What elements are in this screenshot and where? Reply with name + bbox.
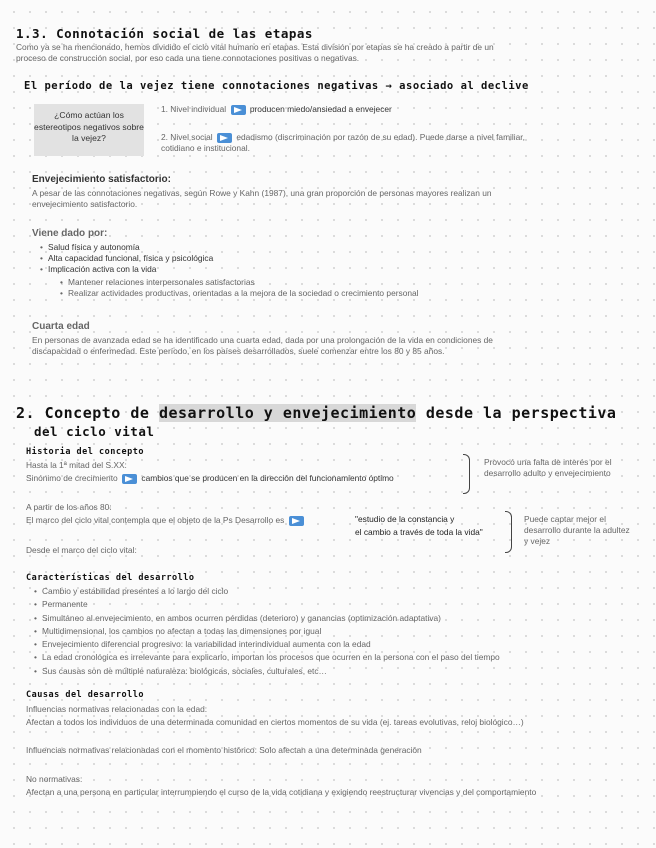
vejez-heading: El período de la vejez tiene connotaciones negativas → asociado al declive xyxy=(24,80,529,92)
brace-1 xyxy=(463,454,470,494)
intro-line-2: proceso de construcción social, por eso cada una tiene connotaciones positivas o negativas. xyxy=(16,53,360,63)
question-text: ¿Cómo actúan los estereotipos negativos sobre la vejez? xyxy=(34,110,144,143)
section-2-title-cont: del ciclo vital xyxy=(34,424,155,439)
title-part-b: desarrollo y envejecimiento xyxy=(158,404,417,422)
list-item: • Implicación activa con la vida xyxy=(40,264,630,275)
historia-line-1: Hasta la 1ª mitad del S.XX: xyxy=(26,460,127,470)
marco-text: El marco del ciclo vital contempla que el objeto de la Ps Desarrollo es xyxy=(26,515,285,525)
env-title: Envejecimiento satisfactorio: xyxy=(32,174,171,185)
viene-list xyxy=(30,242,630,299)
marco-quote-2: el cambio a través de toda la vida" xyxy=(355,527,483,537)
arrow-icon xyxy=(217,133,232,143)
list-item: • Permanente xyxy=(34,598,649,611)
env-line-2: envejecimiento satisfactorio. xyxy=(32,199,138,209)
arrow-icon xyxy=(122,474,137,484)
viene-title: Viene dado por: xyxy=(32,228,108,239)
intro-paragraph xyxy=(16,42,646,64)
causas-line: Afectan a una persona en particular interrumpiendo el curso de la vida cotidiana y exigiendo reestructurar vivencias y del comportamiento xyxy=(26,787,537,797)
list-item: • La edad cronológica es irrelevante para explicarlo, importan los procesos que ocurren en la persona con el paso del tiempo xyxy=(34,651,649,664)
historia-title: Historia del concepto xyxy=(26,447,144,457)
point-2-text-cont: cotidiano e institucional. xyxy=(161,143,250,153)
list-item: • Simultáneo al envejecimiento, en ambos ocurren pérdidas (deterioro) y ganancias (optimización adaptativa) xyxy=(34,612,649,625)
historia-line-2-pre: Sinónimo de crecimiento xyxy=(26,473,118,483)
title-part-c: desde la perspectiva xyxy=(425,404,617,422)
env-line-1: A pesar de las connotaciones negativas, según Rowe y Kahn (1987), una gran proporción de personas mayores realizan un xyxy=(32,188,492,198)
causas-line: Afectan a todos los individuos de una determinada comunidad en ciertos momentos de su vida (ej. tareas evolutivas, reloj biológico…) xyxy=(26,717,524,727)
point-1-label: 1. Nivel individual xyxy=(161,104,227,114)
arrow-icon xyxy=(231,105,246,115)
list-item: • Cambio y estabilidad presentes a lo largo del ciclo xyxy=(34,585,649,598)
causas-text xyxy=(26,704,651,798)
sub-list-item: • Realizar actividades productivas, orientadas a la mejora de la sociedad o crecimiento personal xyxy=(60,288,630,299)
causas-line: Influencias normativas relacionadas con el momento histórico: Solo afectan a una determinada generación xyxy=(26,745,422,755)
cuarta-title: Cuarta edad xyxy=(32,321,90,332)
arrow-icon xyxy=(289,516,304,526)
question-box xyxy=(34,104,144,156)
list-item: • Envejecimiento diferencial progresivo: la variabilidad interindividual aumenta con la edad xyxy=(34,638,649,651)
list-item: • Alta capacidad funcional, física y psicológica xyxy=(40,253,630,264)
section-1-3-title: 1.3. Connotación social de las etapas xyxy=(16,26,313,41)
caracteristicas-title: Características del desarrollo xyxy=(26,573,195,583)
from80-line: A partir de los años 80: xyxy=(26,502,112,512)
marco-quote-1: "estudio de la constancia y xyxy=(355,514,455,524)
intro-line-1: Como ya se ha mencionado, hemos dividido el ciclo vital humano en etapas. Esta división por etapas se ha creado a partir de un xyxy=(16,42,494,52)
section-2-title xyxy=(16,404,616,422)
point-1 xyxy=(161,104,631,115)
list-item: • Multidimensional, los cambios no afectan a todas las dimensiones por igual xyxy=(34,625,649,638)
historia-text xyxy=(26,460,466,484)
cuarta-line-2: discapacidad o enfermedad. Este período, en los países desarrollados, suele comenzar entre los 80 y 85 años. xyxy=(32,346,445,356)
cuarta-line-1: En personas de avanzada edad se ha identificado una cuarta edad, dada por una prolongación de la vida en condiciones de xyxy=(32,335,493,345)
list-item: • Sus causas son de múltiple naturaleza: biológicas, sociales, culturales, etc… xyxy=(34,665,649,678)
causas-title: Causas del desarrollo xyxy=(26,690,144,700)
point-2-label: 2. Nivel social xyxy=(161,132,213,142)
point-1-text: producen miedo/ansiedad a envejecer xyxy=(249,104,392,114)
list-item: • Salud física y autonomía xyxy=(40,242,630,253)
marco-quote xyxy=(355,514,515,538)
causas-line: No normativas: xyxy=(26,774,83,784)
env-paragraph xyxy=(32,188,642,210)
point-2 xyxy=(161,132,641,154)
brace-2-note: Puede captar mejor el desarrollo durante la adultez y vejez xyxy=(524,514,630,546)
cuarta-paragraph xyxy=(32,335,647,357)
from80-text xyxy=(26,502,366,526)
point-2-text: edadismo (discriminación por razón de su edad). Puede darse a nivel familiar, xyxy=(236,132,525,142)
brace-1-note: Provocó una falta de interés por el desarrollo adulto y envejecimiento xyxy=(484,457,612,478)
desde-text: Desde el marco del ciclo vital: xyxy=(26,545,137,555)
sub-list-item: • Mantener relaciones interpersonales satisfactorias xyxy=(60,277,630,288)
brace-2 xyxy=(505,511,512,553)
title-part-a: 2. Concepto de xyxy=(16,404,150,422)
caracteristicas-list xyxy=(24,585,649,678)
causas-line: Influencias normativas relacionadas con la edad: xyxy=(26,704,208,714)
historia-line-2-post: cambios que se producen en la dirección del funcionamiento óptimo xyxy=(141,473,394,483)
